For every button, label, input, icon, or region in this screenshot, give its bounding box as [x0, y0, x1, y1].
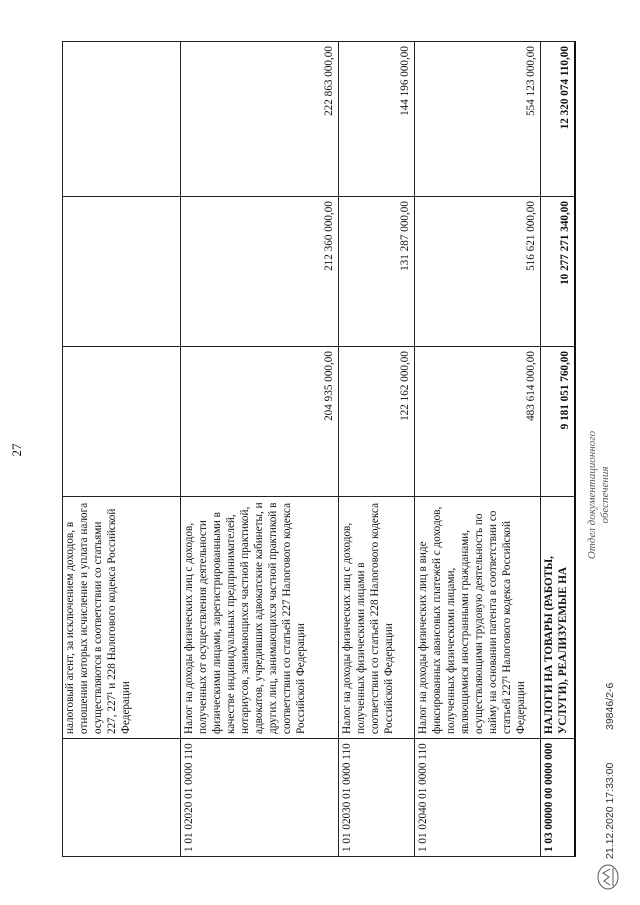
row-value-1: 9 181 051 760,00 — [541, 347, 575, 497]
row-value-1: 204 935 000,00 — [181, 347, 339, 497]
row-value-3: 12 320 074 110,00 — [541, 42, 575, 197]
row-value-2: 212 360 000,00 — [181, 197, 339, 347]
table-row — [415, 42, 541, 857]
table-row — [339, 42, 415, 857]
row-code: 1 03 00000 00 0000 000 — [541, 739, 575, 857]
row-code: 1 01 02030 01 0000 110 — [339, 739, 415, 857]
page-number: 27 — [9, 443, 24, 457]
row-description: налоговый агент, за исключением доходов, в отношении которых исчисление и уплата налога осуществляются в соответствии со статьями 227, 227¹ и 228 Налогового кодекса Российской Федерации — [63, 497, 181, 739]
row-value-2 — [63, 197, 181, 347]
row-value-1 — [63, 347, 181, 497]
row-value-2: 516 621 000,00 — [415, 197, 541, 347]
department-stamp: Отдел документационного обеспечения — [586, 430, 611, 560]
row-code: 1 01 02020 01 0000 110 — [181, 739, 339, 857]
row-value-2: 131 287 000,00 — [339, 197, 415, 347]
table-row-total — [541, 42, 575, 857]
row-value-1: 122 162 000,00 — [339, 347, 415, 497]
row-description: Налог на доходы физических лиц с доходов, полученных физическими лицами в соответствии со статьей 228 Налогового кодекса Российской Федерации — [339, 497, 415, 739]
table-row — [181, 42, 339, 857]
row-value-3 — [63, 42, 181, 197]
footer-datetime: 21.12.2020 17:33:00 — [604, 762, 616, 859]
row-value-2: 10 277 271 340,00 — [541, 197, 575, 347]
budget-table — [62, 41, 576, 857]
row-code: 1 01 02040 01 0000 110 — [415, 739, 541, 857]
row-code — [63, 739, 181, 857]
registration-stamp-icon — [596, 863, 620, 891]
row-value-3: 554 123 000,00 — [415, 42, 541, 197]
row-description: НАЛОГИ НА ТОВАРЫ (РАБОТЫ, УСЛУГИ), РЕАЛИЗУЕМЫЕ НА — [541, 497, 575, 739]
row-value-3: 144 196 000,00 — [339, 42, 415, 197]
row-value-3: 222 863 000,00 — [181, 42, 339, 197]
row-value-1: 483 614 000,00 — [415, 347, 541, 497]
footer-doc-id: 39846/2-6 — [604, 682, 616, 730]
row-description: Налог на доходы физических лиц с доходов, полученных от осуществления деятельности физическими лицами, зарегистрированными в качестве индивидуальных предпринимателей, нотариусов, занимающихся частной практикой, адвокатов, учредивших адвокатские кабинеты, и других лиц, занимающихся частной практикой в соответствии со статьей 227 Налогового кодекса Российской Федерации — [181, 497, 339, 739]
row-description: Налог на доходы физических лиц в виде фиксированных авансовых платежей с доходов, полученных физическими лицами, являющимися иностранными гражданами, осуществляющими трудовую деятельность по найму на основании патента в соответствии со статьей 227¹ Налогового кодекса Российской Федерации — [415, 497, 541, 739]
table-row — [63, 42, 181, 857]
